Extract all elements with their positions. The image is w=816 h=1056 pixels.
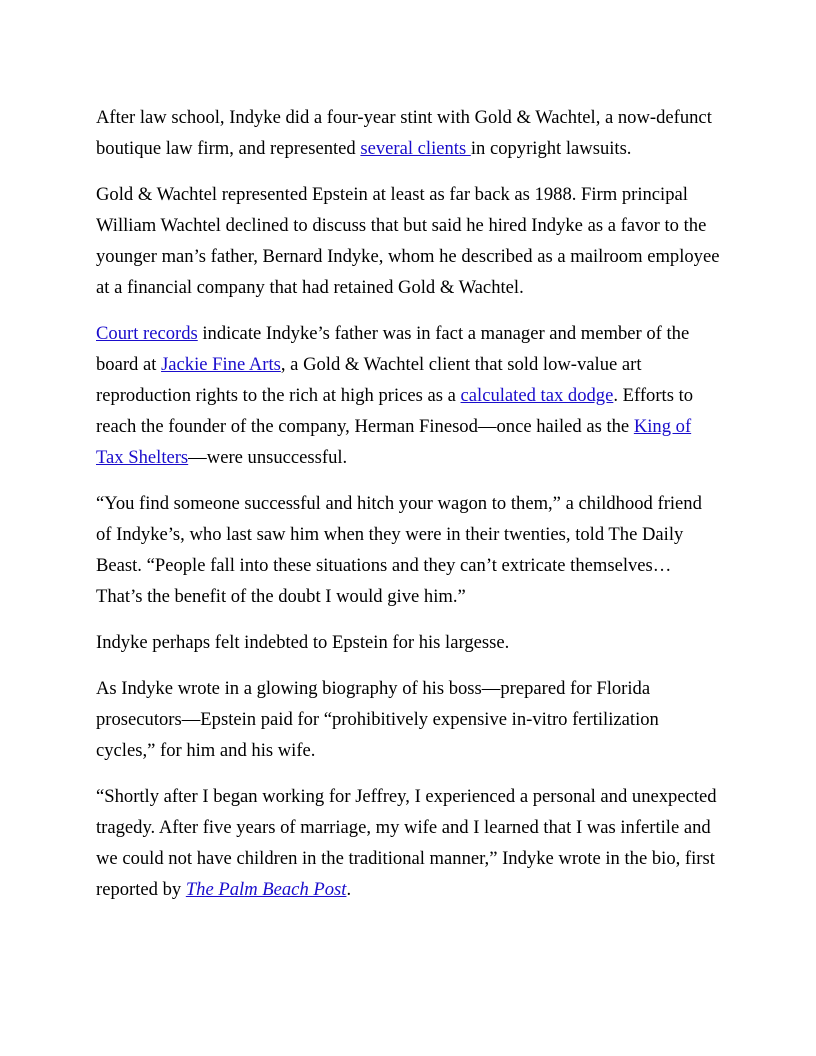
paragraph	[96, 179, 722, 303]
paragraph-text: . Efforts to reach the founder of the company, Herman Finesod—once hailed as the	[96, 385, 694, 437]
paragraph-text: .	[346, 879, 352, 900]
link-palm-beach-post[interactable]: The Palm Beach Post	[185, 879, 347, 900]
link-calculated-tax-dodge[interactable]: calculated tax dodge	[460, 385, 614, 406]
paragraph-text: After law school, Indyke did a four-year stint with Gold & Wachtel, a now-defunct boutique law firm, and represented	[96, 107, 712, 159]
link-king-of-tax-shelters[interactable]: King of Tax Shelters	[96, 416, 692, 468]
paragraph-text: “You find someone successful and hitch your wagon to them,” a childhood friend of Indyke’s, who last saw him when they were in their twenties, told The Daily Beast. “People fall into these situations and they can’t extricate themselves… That’s the benefit of the doubt I would give him.”	[96, 493, 702, 607]
link-jackie-fine-arts[interactable]: Jackie Fine Arts	[161, 354, 281, 375]
link-several-clients[interactable]: several clients	[360, 138, 471, 159]
paragraph-text: Gold & Wachtel represented Epstein at least as far back as 1988. Firm principal William Wachtel declined to discuss that but said he hired Indyke as a favor to the younger man’s father, Bernard Indyke, whom he described as a mailroom employee at a financial company that had retained Gold & Wachtel.	[96, 184, 720, 298]
paragraph	[96, 102, 722, 164]
paragraph	[96, 781, 722, 905]
paragraph-text: As Indyke wrote in a glowing biography of his boss—prepared for Florida prosecutors—Epstein paid for “prohibitively expensive in-vitro fertilization cycles,” for him and his wife.	[96, 678, 659, 761]
paragraph-text: in copyright lawsuits.	[470, 138, 632, 159]
paragraph-text: , a Gold & Wachtel client that sold low-value art reproduction rights to the rich at high prices as a	[96, 354, 642, 406]
paragraph	[96, 318, 722, 473]
paragraph-text: “Shortly after I began working for Jeffrey, I experienced a personal and unexpected tragedy. After five years of marriage, my wife and I learned that I was infertile and we could not have children in the traditional manner,” Indyke wrote in the bio, first reported by	[96, 786, 717, 900]
paragraph-text: Indyke perhaps felt indebted to Epstein for his largesse.	[96, 632, 510, 653]
paragraph	[96, 627, 722, 658]
paragraph	[96, 673, 722, 766]
document-body	[96, 102, 722, 920]
paragraph-text: —were unsuccessful.	[188, 447, 348, 468]
paragraph	[96, 488, 722, 612]
link-court-records[interactable]: Court records	[96, 323, 198, 344]
paragraph-text: indicate Indyke’s father was in fact a manager and member of the board at	[96, 323, 690, 375]
